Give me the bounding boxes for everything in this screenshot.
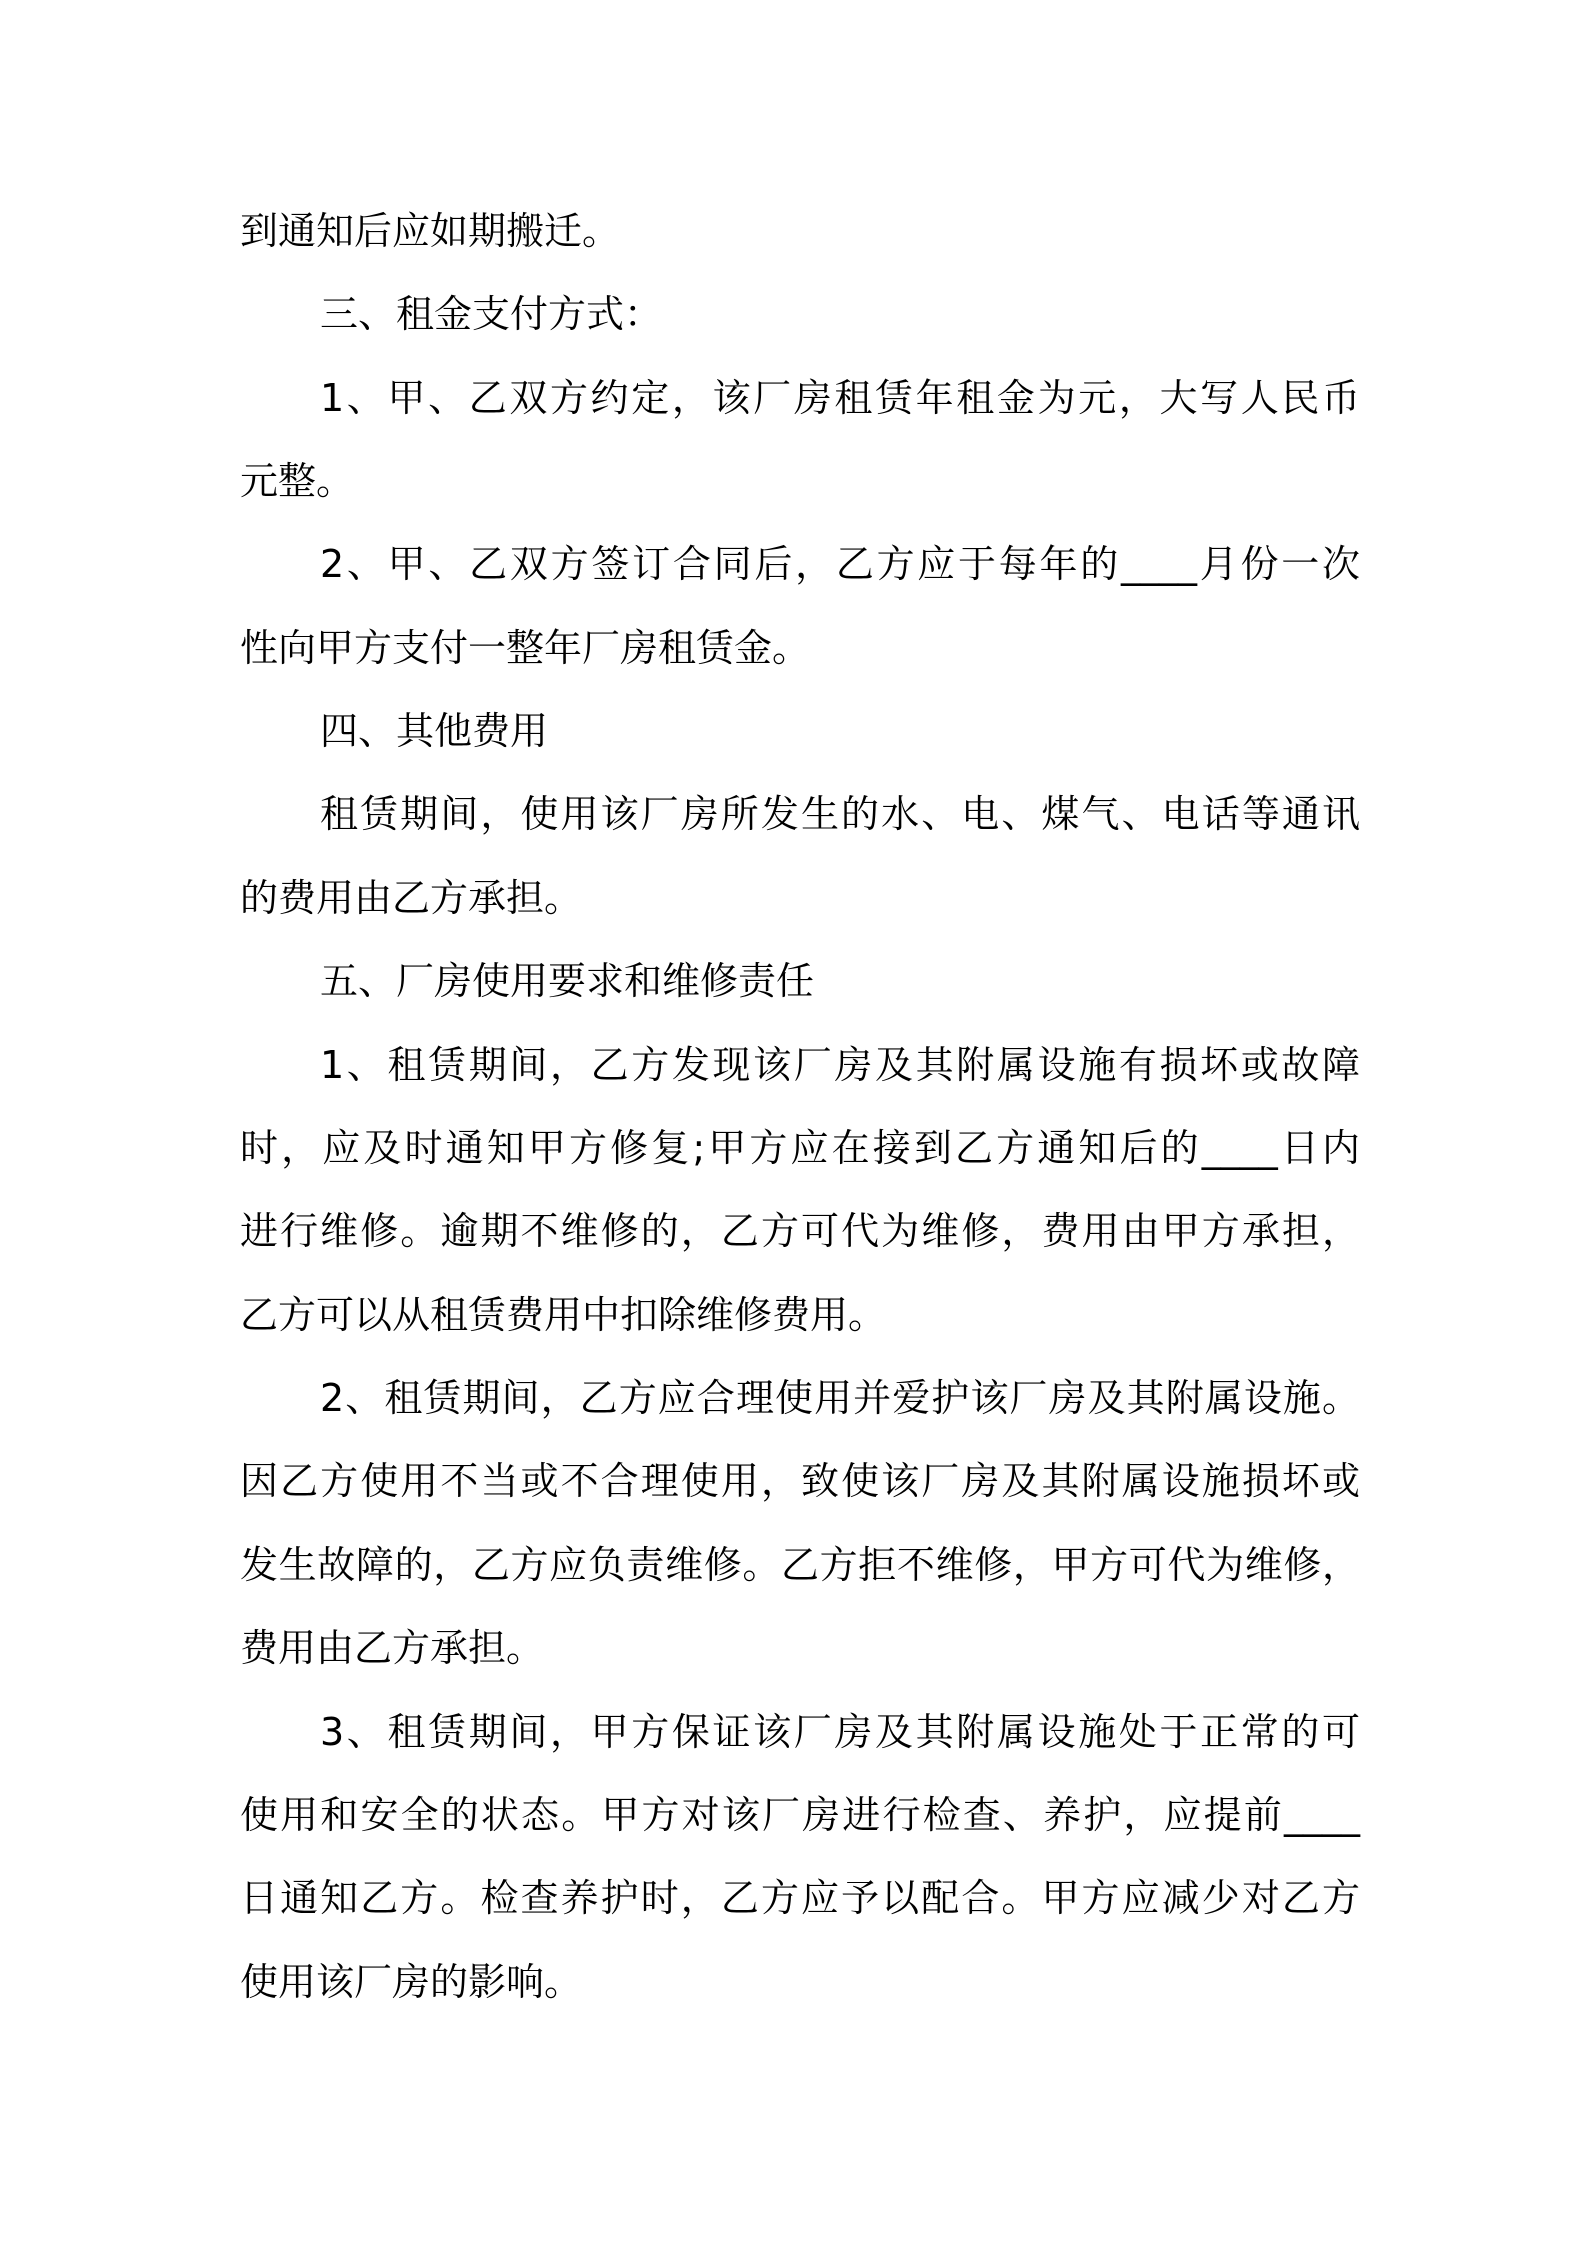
text-line: 2、甲、乙双方签订合同后，乙方应于每年的____月份一次 (320, 542, 1360, 586)
text-line: 日通知乙方。检查养护时，乙方应予以配合。甲方应减少对乙方 (240, 1876, 1360, 1920)
text-line: 2、租赁期间，乙方应合理使用并爱护该厂房及其附属设施。 (320, 1376, 1360, 1420)
text-line: 进行维修。逾期不维修的，乙方可代为维修，费用由甲方承担， (240, 1209, 1360, 1253)
text-line: 1、租赁期间，乙方发现该厂房及其附属设施有损坏或故障 (320, 1043, 1360, 1087)
text-line: 3、租赁期间，甲方保证该厂房及其附属设施处于正常的可 (320, 1710, 1360, 1754)
section-heading: 三、租金支付方式： (320, 292, 663, 336)
text-line: 时，应及时通知甲方修复;甲方应在接到乙方通知后的____日内 (240, 1126, 1360, 1170)
text-line: 的费用由乙方承担。 (240, 876, 583, 920)
text-line: 使用该厂房的影响。 (240, 1960, 583, 2004)
section-heading: 五、厂房使用要求和维修责任 (320, 959, 815, 1003)
text-line: 乙方可以从租赁费用中扣除维修费用。 (240, 1293, 887, 1337)
text-line: 使用和安全的状态。甲方对该厂房进行检查、养护，应提前____ (240, 1793, 1360, 1837)
text-line: 费用由乙方承担。 (240, 1626, 545, 1670)
text-line: 发生故障的，乙方应负责维修。乙方拒不维修，甲方可代为维修， (240, 1543, 1360, 1587)
text-line: 1、甲、乙双方约定，该厂房租赁年租金为元，大写人民币 (320, 376, 1360, 420)
text-line: 元整。 (240, 459, 355, 503)
section-heading: 四、其他费用 (320, 709, 549, 753)
text-line: 租赁期间，使用该厂房所发生的水、电、煤气、电话等通讯 (320, 792, 1360, 836)
text-line: 到通知后应如期搬迁。 (240, 209, 621, 253)
text-line: 性向甲方支付一整年厂房租赁金。 (240, 626, 811, 670)
text-line: 因乙方使用不当或不合理使用，致使该厂房及其附属设施损坏或 (240, 1459, 1360, 1503)
